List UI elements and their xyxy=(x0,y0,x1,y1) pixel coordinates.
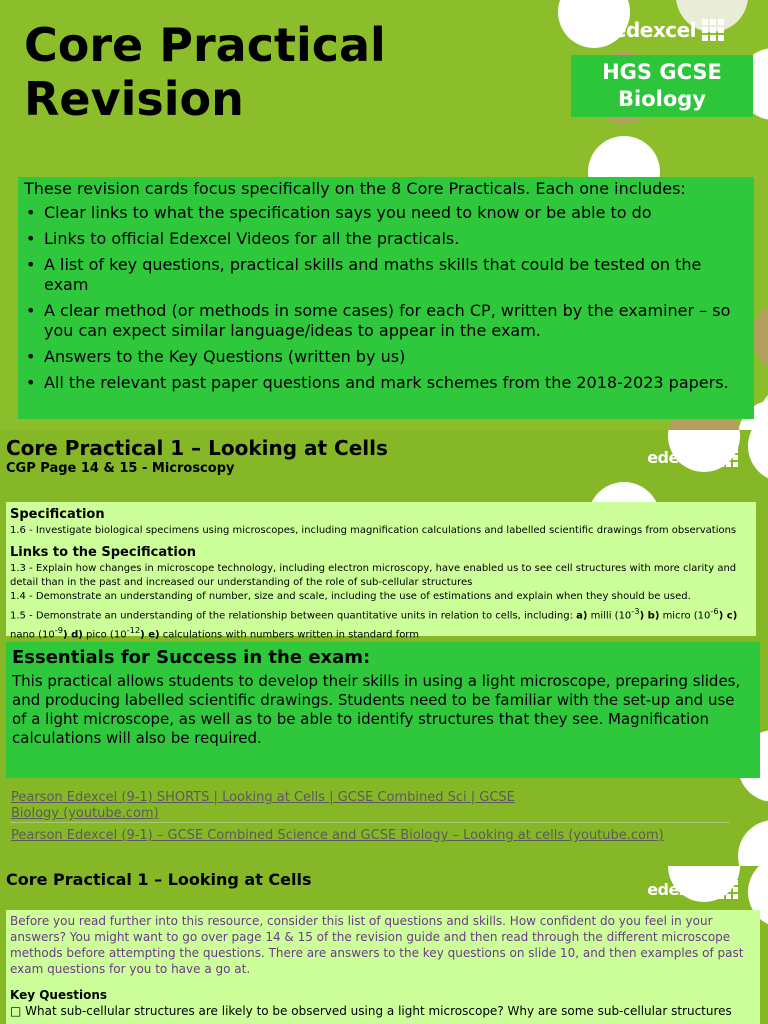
edexcel-logo: edexcel xyxy=(613,18,724,42)
link-item: 1.5 - Demonstrate an understanding of the relationship between quantitative units in relation to cells, including: a) milli $(10^{-3})$ b) micro $(10^{-6})$ c) nano $(10^{-9})$ d) pico $(10^{-12})$ e) calculations with numbers written in standard form xyxy=(10,606,738,641)
section-title: Core Practical 1 – Looking at Cells xyxy=(6,870,312,889)
link-item: 1.3 - Explain how changes in microscope technology, including electron microscopy, have enabled us to see cell structures with more clarity and detail than in the past and increased our understanding of the role of sub-cellular structures xyxy=(10,563,737,588)
slide-cp1-spec xyxy=(0,430,768,866)
video-link-full[interactable]: Pearson Edexcel (9-1) – GCSE Combined Science and GCSE Biology – Looking at cells (youtube.com) xyxy=(11,828,664,843)
feature-item: • Answers to the Key Questions (written by us) xyxy=(44,347,744,367)
link-item: 1.4 - Demonstrate an understanding of number, size and scale, including the use of estimations and explain when they should be used. xyxy=(10,591,691,602)
specification-heading: Specification xyxy=(10,507,105,522)
essentials-heading: Essentials for Success in the exam: xyxy=(12,647,371,668)
essentials-box xyxy=(6,642,760,778)
feature-item: • A list of key questions, practical skills and maths skills that could be tested on the exam xyxy=(44,255,744,295)
checkbox-icon: □ xyxy=(10,1004,22,1018)
links-heading: Links to the Specification xyxy=(10,545,197,560)
edexcel-logo: edexcel xyxy=(647,448,738,467)
edexcel-grid-icon xyxy=(719,448,738,467)
course-badge: HGS GCSE Biology xyxy=(571,55,753,117)
feature-item: • Links to official Edexcel Videos for all the practicals. xyxy=(44,229,744,249)
intro-lead: These revision cards focus specifically on the 8 Core Practicals. Each one includes: xyxy=(24,179,686,198)
questions-intro: Before you read further into this resource, consider this list of questions and skills. How confident do you feel in your answers? You might want to go over page 14 & 15 of the revision guide and then read through the different microscope methods before attempting the questions. There are answers to the key questions on slide 10, and then examples of past exam questions for you to have a go at. xyxy=(10,914,744,976)
video-link-shorts[interactable]: Pearson Edexcel (9-1) SHORTS | Looking at Cells | GCSE Combined Sci | GCSE Biology (youtube.com) xyxy=(11,790,515,821)
title-line-2: Revision xyxy=(24,72,244,126)
divider xyxy=(10,822,730,823)
feature-item: • A clear method (or methods in some cases) for each CP, written by the examiner – so you can expect similar language/ideas to appear in the exam. xyxy=(44,301,744,341)
feature-item: • Clear links to what the specification says you need to know or be able to do xyxy=(44,203,744,223)
edexcel-grid-icon xyxy=(719,880,738,899)
key-question: □ What sub-cellular structures are likely to be observed using a light microscope? Why are some sub-cellular structures xyxy=(10,1004,732,1018)
key-questions-box xyxy=(6,910,760,1024)
feature-list xyxy=(24,203,744,393)
section-subtitle: CGP Page 14 & 15 - Microscopy xyxy=(6,461,235,476)
key-questions-heading: Key Questions xyxy=(10,988,108,1002)
page-title xyxy=(24,18,386,126)
feature-item: • All the relevant past paper questions and mark schemes from the 2018-2023 papers. xyxy=(44,373,744,393)
section-title: Core Practical 1 – Looking at Cells xyxy=(6,436,388,460)
edexcel-logo: edexcel xyxy=(647,880,738,899)
title-line-1: Core Practical xyxy=(24,18,386,72)
essentials-text: This practical allows students to develop their skills in using a light microscope, preparing slides, and producing labelled scientific drawings. Students need to be familiar with the set-up and use of a light microscope, as well as to be able to identify structures that they see. Magnification calculations will also be required. xyxy=(12,672,741,747)
slide-intro xyxy=(0,0,768,430)
specification-text: 1.6 - Investigate biological specimens using microscopes, including magnification calculations and labelled scientific drawings from observations xyxy=(10,525,737,536)
intro-box xyxy=(18,177,754,419)
edexcel-grid-icon xyxy=(702,19,724,41)
specification-box xyxy=(6,502,756,641)
slide-cp1-questions xyxy=(0,866,768,1024)
